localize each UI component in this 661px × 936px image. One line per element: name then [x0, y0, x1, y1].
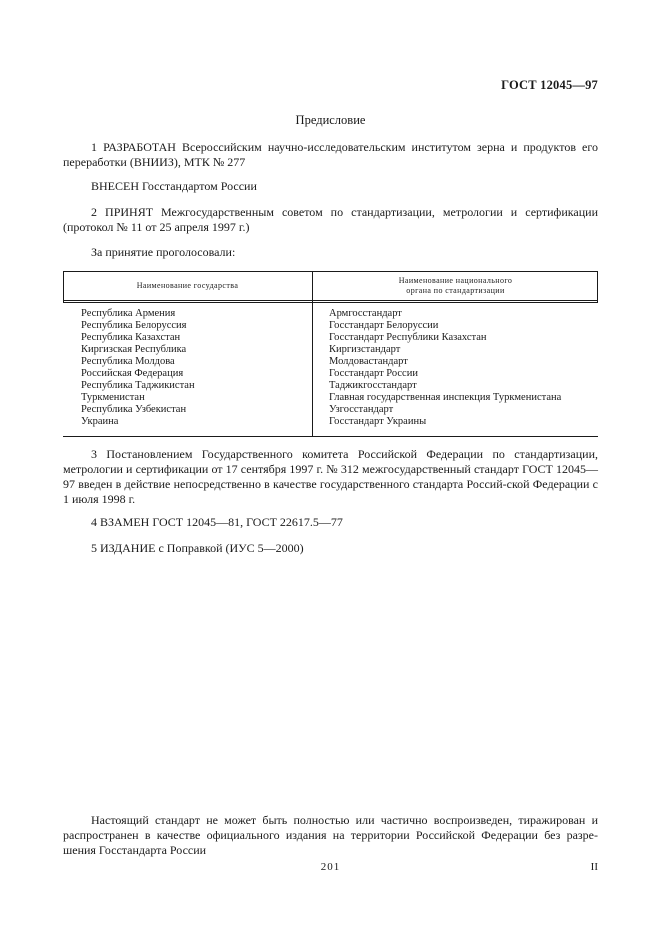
table-cell-state: Республика Казахстан — [81, 332, 181, 343]
paragraph-edition: 5 ИЗДАНИЕ с Поправкой (ИУС 5—2000) — [91, 541, 304, 555]
paragraph-voted: За принятие проголосовали: — [91, 245, 236, 259]
table-cell-body: Армгосстандарт — [329, 308, 402, 319]
column-header-body-line1: Наименование национального — [398, 276, 513, 285]
table-cell-body: Таджикгосстандарт — [329, 380, 417, 391]
table-cell-state: Туркменистан — [81, 392, 145, 403]
column-header-state — [63, 272, 312, 300]
table-cell-body: Госстандарт Республики Казахстан — [329, 332, 487, 343]
table-cell-body: Главная государственная инспекция Туркменистана — [329, 392, 562, 403]
column-header-state-label: Наименование государства — [136, 281, 239, 290]
page-title: Предисловие — [295, 113, 366, 127]
table-cell-body: Госстандарт России — [329, 368, 418, 379]
standards-body-list — [329, 308, 561, 428]
page-number: 201 — [320, 861, 341, 873]
table-cell-state: Российская Федерация — [81, 368, 184, 379]
section-roman-numeral: II — [590, 861, 598, 873]
standard-code: ГОСТ 12045—97 — [501, 78, 598, 92]
paragraph-replaces: 4 ВЗАМЕН ГОСТ 12045—81, ГОСТ 22617.5—77 — [91, 515, 343, 529]
table-cell-body: Узгосстандарт — [329, 404, 394, 415]
paragraph-copyright: Настоящий стандарт не может быть полностью или частично воспроизведен, тиражирован и распространен в качестве официального издания на территории Российской Федерации без разре-шения Госстандарта России — [63, 813, 598, 857]
table-cell-body: Киргизстандарт — [329, 344, 401, 355]
table-cell-state: Республика Армения — [81, 308, 176, 319]
column-header-body-line2: органа по стандартизации — [406, 286, 505, 295]
table-cell-state: Республика Молдова — [81, 356, 175, 367]
state-list — [81, 308, 195, 428]
table-cell-state: Республика Узбекистан — [81, 404, 187, 415]
paragraph-resolution: 3 Постановлением Государственного комитета Российской Федерации по стандартизации, метрологии и сертификации от 17 сентября 1997 г. № 312 межгосударственный стандарт ГОСТ 12045—97 введен в действие непосредственно в качестве государственного стандарта Россий-ской Федерации с 1 июля 1998 г. — [63, 447, 598, 506]
table-cell-state: Республика Белоруссия — [81, 320, 187, 331]
table-cell-state: Республика Таджикистан — [81, 380, 195, 391]
paragraph-developed: 1 РАЗРАБОТАН Всероссийским научно-исследовательским институтом зерна и продуктов его переработки (ВНИИЗ), МТК № 277 — [63, 140, 598, 169]
paragraph-introduced: ВНЕСЕН Госстандартом России — [91, 179, 257, 193]
table-cell-body: Госстандарт Белоруссии — [329, 320, 439, 331]
column-header-body — [313, 272, 598, 300]
voting-table — [63, 271, 598, 437]
table-cell-state: Киргизская Республика — [81, 344, 187, 355]
table-cell-body: Молдовастандарт — [329, 356, 408, 367]
table-header-divider — [63, 302, 598, 303]
paragraph-adopted: 2 ПРИНЯТ Межгосударственным советом по стандартизации, метрологии и сертификации (протокол № 11 от 25 апреля 1997 г.) — [63, 205, 598, 234]
table-cell-body: Госстандарт Украины — [329, 416, 427, 427]
table-cell-state: Украина — [81, 416, 119, 427]
